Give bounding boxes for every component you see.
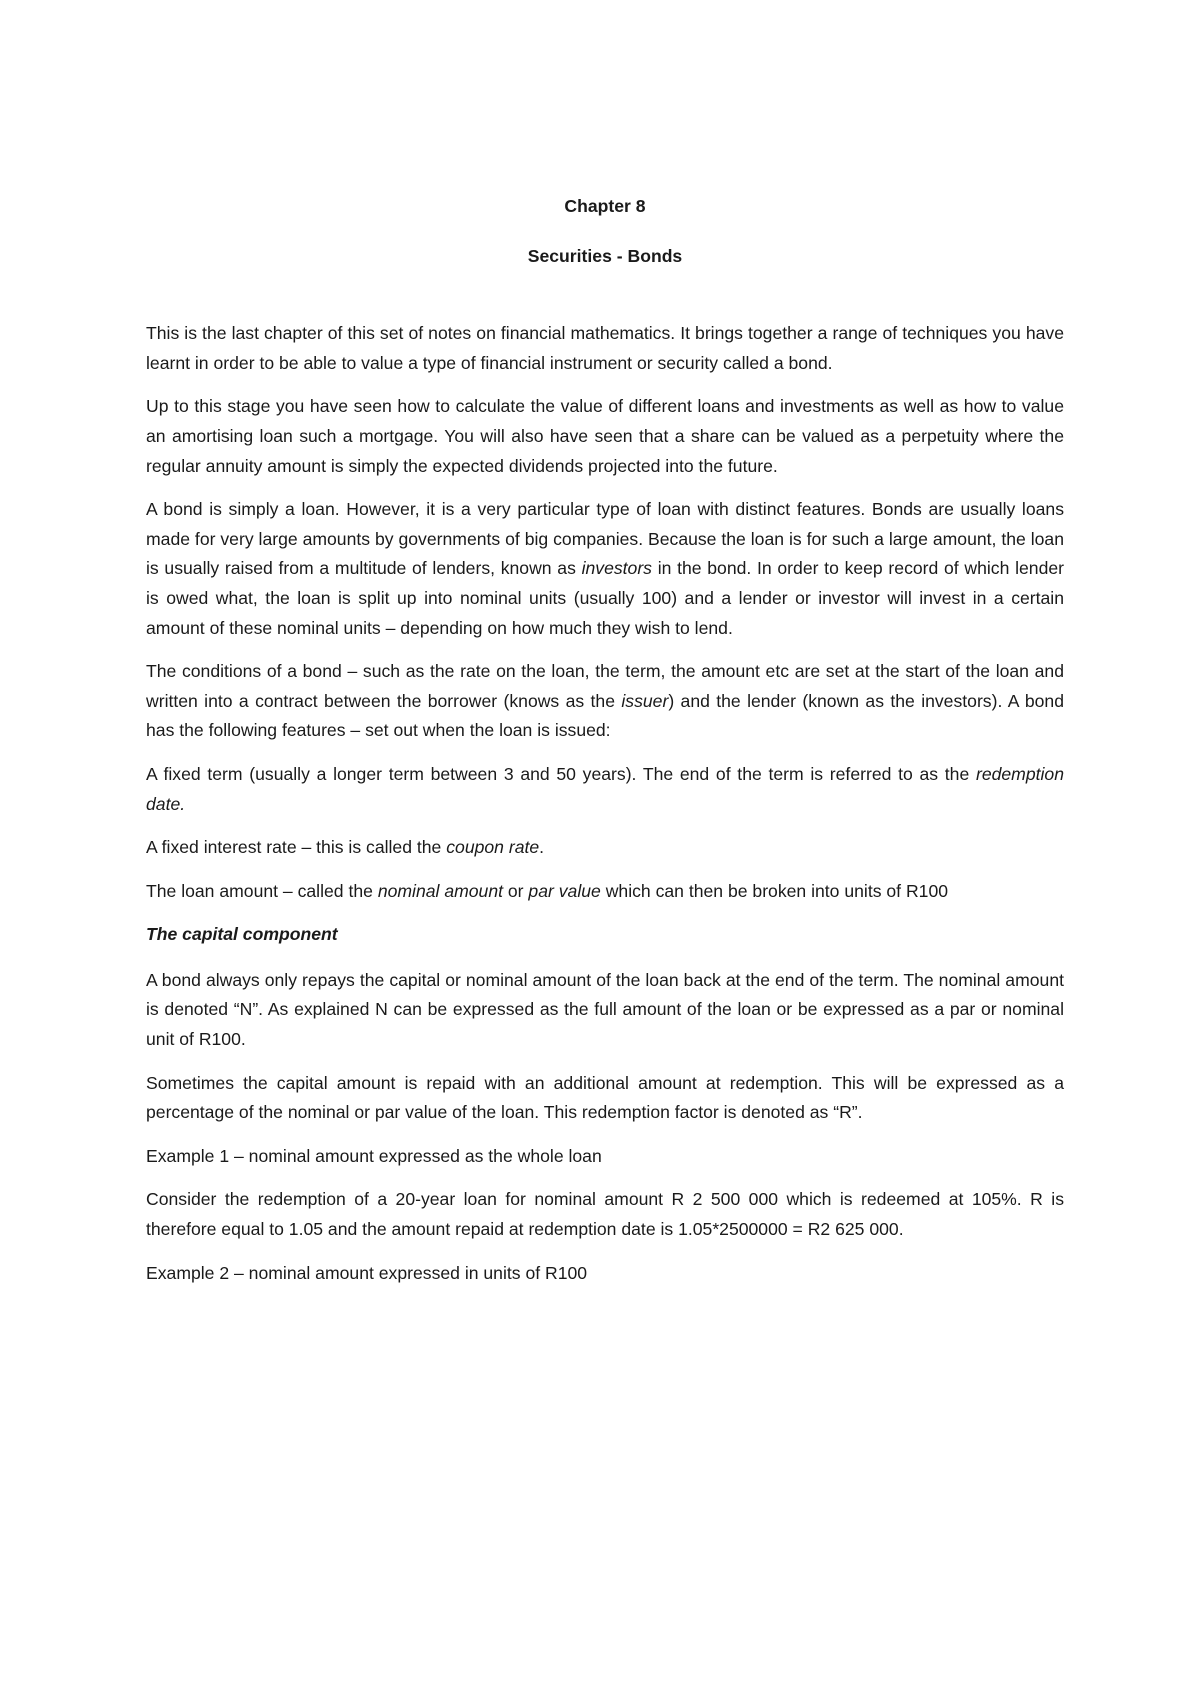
emphasis-investors: investors xyxy=(581,558,652,579)
section-title: Securities - Bonds xyxy=(527,245,683,266)
example-2-title: Example 2 – nominal amount expressed in units of R100 xyxy=(146,1262,588,1283)
document-body xyxy=(146,192,1064,1302)
emphasis-coupon-rate: coupon rate xyxy=(446,837,540,858)
emphasis-par-value: par value xyxy=(528,880,601,901)
text-run: . xyxy=(539,837,545,858)
paragraph-bond-conditions xyxy=(146,657,1064,746)
feature-fixed-interest xyxy=(146,833,1064,863)
paragraph-capital-repayment: A bond always only repays the capital or nominal amount of the loan back at the end of the term. The nominal amount is denoted “N”. As explained N can be expressed as the full amount of the loan or be expressed as a par or nominal unit of R100. xyxy=(146,969,1064,1050)
text-run: A fixed term (usually a longer term between 3 and 50 years). The end of the term is referred to as the xyxy=(146,763,976,784)
chapter-title: Chapter 8 xyxy=(564,196,646,216)
text-run: The conditions of a bond – such as the rate on the loan, the term, the amount etc are set at the start of the loan and written into a contract between the borrower (knows as the xyxy=(146,661,1064,711)
paragraph-background: Up to this stage you have seen how to calculate the value of different loans and investments as well as how to value an amortising loan such a mortgage. You will also have seen that a share can be valued as a perpetuity where the regular annuity amount is simply the expected dividends projected into the future. xyxy=(146,396,1064,476)
paragraph-bond-definition xyxy=(146,495,1064,643)
paragraph-redemption-factor: Sometimes the capital amount is repaid with an additional amount at redemption. This will be expressed as a percentage of the nominal or par value of the loan. This redemption factor is denoted as “R”. xyxy=(146,1072,1064,1123)
text-run: ) and the lender (known as the investors). A bond has the following features – set out when the loan is issued: xyxy=(146,690,1065,741)
paragraph-intro: This is the last chapter of this set of notes on financial mathematics. It brings together a range of techniques you have learnt in order to be able to value a type of financial instrument or security called a bond. xyxy=(146,323,1064,373)
text-run: The loan amount – called the xyxy=(146,880,378,901)
text-run: or xyxy=(503,880,529,901)
example-1-title: Example 1 – nominal amount expressed as the whole loan xyxy=(146,1145,602,1166)
emphasis-nominal-amount: nominal amount xyxy=(377,880,503,901)
text-run: A fixed interest rate – this is called the xyxy=(146,837,447,858)
emphasis-issuer: issuer xyxy=(621,690,669,711)
example-1-body: Consider the redemption of a 20-year loan for nominal amount R 2 500 000 which is redeemed at 105%. R is therefore equal to 1.05 and the amount repaid at redemption date is 1.05*2500000 = R2 625 000. xyxy=(146,1189,1064,1240)
emphasis-redemption-date: redemption date. xyxy=(146,763,1064,814)
heading-capital-component: The capital component xyxy=(146,924,338,945)
text-run: which can then be broken into units of R100 xyxy=(600,880,949,901)
feature-loan-amount xyxy=(146,877,1064,907)
text-run: in the bond. In order to keep record of which lender is owed what, the loan is split up into nominal units (usually 100) and a lender or investor will invest in a certain amount of these nominal units – depending on how much they wish to lend. xyxy=(146,558,1064,638)
text-run: A bond is simply a loan. However, it is a very particular type of loan with distinct features. Bonds are usually loans made for very large amounts by governments of big companies. Because the loan is for such a large amount, the loan is usually raised from a multitude of lenders, known as xyxy=(146,499,1064,579)
feature-fixed-term xyxy=(146,760,1064,819)
